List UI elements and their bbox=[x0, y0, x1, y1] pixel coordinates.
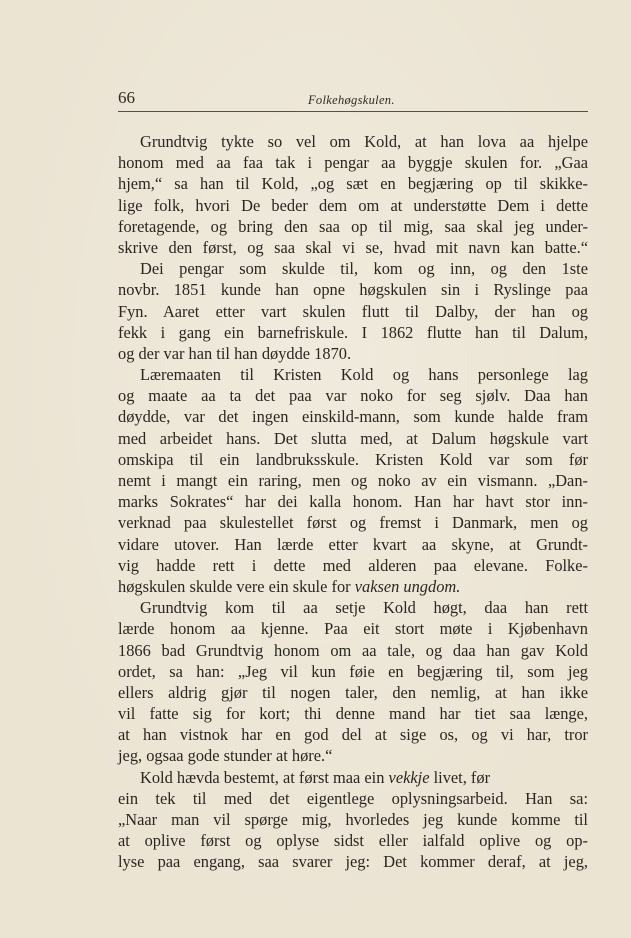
text-fragment: høgskulen skulde vere ein skule for bbox=[118, 576, 351, 596]
text-line: Læremaaten til Kristen Kold og hans personlege lag bbox=[140, 365, 588, 385]
text-line: Fyn. Aaret etter vart skulen flutt til Dalby, der han og bbox=[118, 301, 588, 321]
emphasis-vaksen-ungdom: vaksen ungdom. bbox=[354, 576, 461, 596]
text-line: verknad paa skulestellet først og fremst i Danmark, men og bbox=[118, 513, 588, 533]
text-line: at oplive først og oplyse sidst eller ialfald oplive og op- bbox=[118, 831, 588, 851]
text-line: ein tek til med det eigentlege oplysningsarbeid. Han sa: bbox=[118, 788, 588, 808]
text-line: vig hadde rett i dette med alderen paa elevane. Folke- bbox=[118, 555, 588, 575]
page-number: 66 bbox=[118, 88, 135, 107]
header-rule bbox=[118, 111, 588, 112]
running-head: Folkehøgskulen. bbox=[308, 93, 395, 107]
text-line: vil fatte sig for kort; thi denne mand har tiet saa længe, bbox=[118, 704, 588, 724]
text-line: marks Sokrates“ har dei kalla honom. Han har havt stor inn- bbox=[118, 492, 588, 512]
text-line: jeg, ogsaa gode stunder at høre.“ bbox=[118, 746, 333, 766]
text-line: at han vistnok har en god del at sige os, og vi har, tror bbox=[118, 725, 588, 745]
text-line: honom med aa faa tak i pengar aa byggje skulen for. „Gaa bbox=[118, 153, 588, 173]
text-line: hjem,“ sa han til Kold, „og sæt en begjæring op til skikke- bbox=[118, 174, 588, 194]
text-fragment: livet, før bbox=[429, 767, 491, 787]
body-text bbox=[118, 131, 588, 873]
text-line: nemt i mangt ein raring, men og noko av ein vismann. „Dan- bbox=[118, 471, 588, 490]
text-line: lyse paa engang, saa svarer jeg: Det kommer deraf, at jeg, bbox=[118, 852, 588, 872]
text-line: ordet, sa han: „Jeg vil kun føie en begjæring til, som jeg bbox=[118, 661, 588, 681]
text-line: lærde honom aa kjenne. Paa eit stort møte i Kjøbenhavn bbox=[118, 619, 588, 639]
text-line: 1866 bad Grundtvig honom om aa tale, og daa han gav Kold bbox=[118, 640, 588, 660]
text-line: Grundtvig kom til aa setje Kold høgt, daa han rett bbox=[140, 598, 588, 618]
text-line: lige folk, hvori De beder dem om at understøtte Dem i dette bbox=[118, 195, 588, 215]
text-line bbox=[118, 767, 588, 788]
text-line: Dei pengar som skulde til, kom og inn, og den 1ste bbox=[140, 259, 588, 279]
text-line: med arbeidet hans. Det slutta med, at Dalum høgskule vart bbox=[118, 428, 588, 448]
text-line: vidare utover. Han lærde etter kvart aa skyne, at Grundt- bbox=[118, 534, 588, 554]
text-line: skrive den først, og saa skal vi se, hvad mit navn kan batte.“ bbox=[118, 237, 588, 257]
emphasis-vekkje: vekkje bbox=[388, 767, 430, 787]
text-line: fekk i gang ein barnefriskule. I 1862 flutte han til Dalum, bbox=[118, 322, 588, 342]
text-line: omskipa til ein landbruksskule. Kristen Kold var som før bbox=[118, 449, 588, 469]
text-line bbox=[118, 576, 588, 597]
text-line: novbr. 1851 kunde han opne høgskulen sin i Ryslinge paa bbox=[118, 280, 588, 300]
text-line: ellers aldrig gjør til nogen taler, den nemlig, at han ikke bbox=[118, 682, 588, 702]
text-line: foretagende, og bring den saa op til mig, saa skal jeg under- bbox=[118, 216, 588, 236]
text-line: og maate aa ta det paa var noko for seg sjølv. Daa han bbox=[118, 386, 588, 406]
page-header bbox=[118, 88, 588, 110]
text-line: Grundtvig tykte so vel om Kold, at han lova aa hjelpe bbox=[140, 132, 588, 151]
text-line: døydde, var det ingen einskild-mann, som kunde halde fram bbox=[118, 407, 588, 427]
text-line: og der var han til han døydde 1870. bbox=[118, 343, 352, 363]
text-line: „Naar man vil spørge mig, hvorledes jeg kunde komme til bbox=[118, 810, 588, 829]
text-fragment: Kold hævda bestemt, at først maa ein bbox=[140, 767, 385, 787]
